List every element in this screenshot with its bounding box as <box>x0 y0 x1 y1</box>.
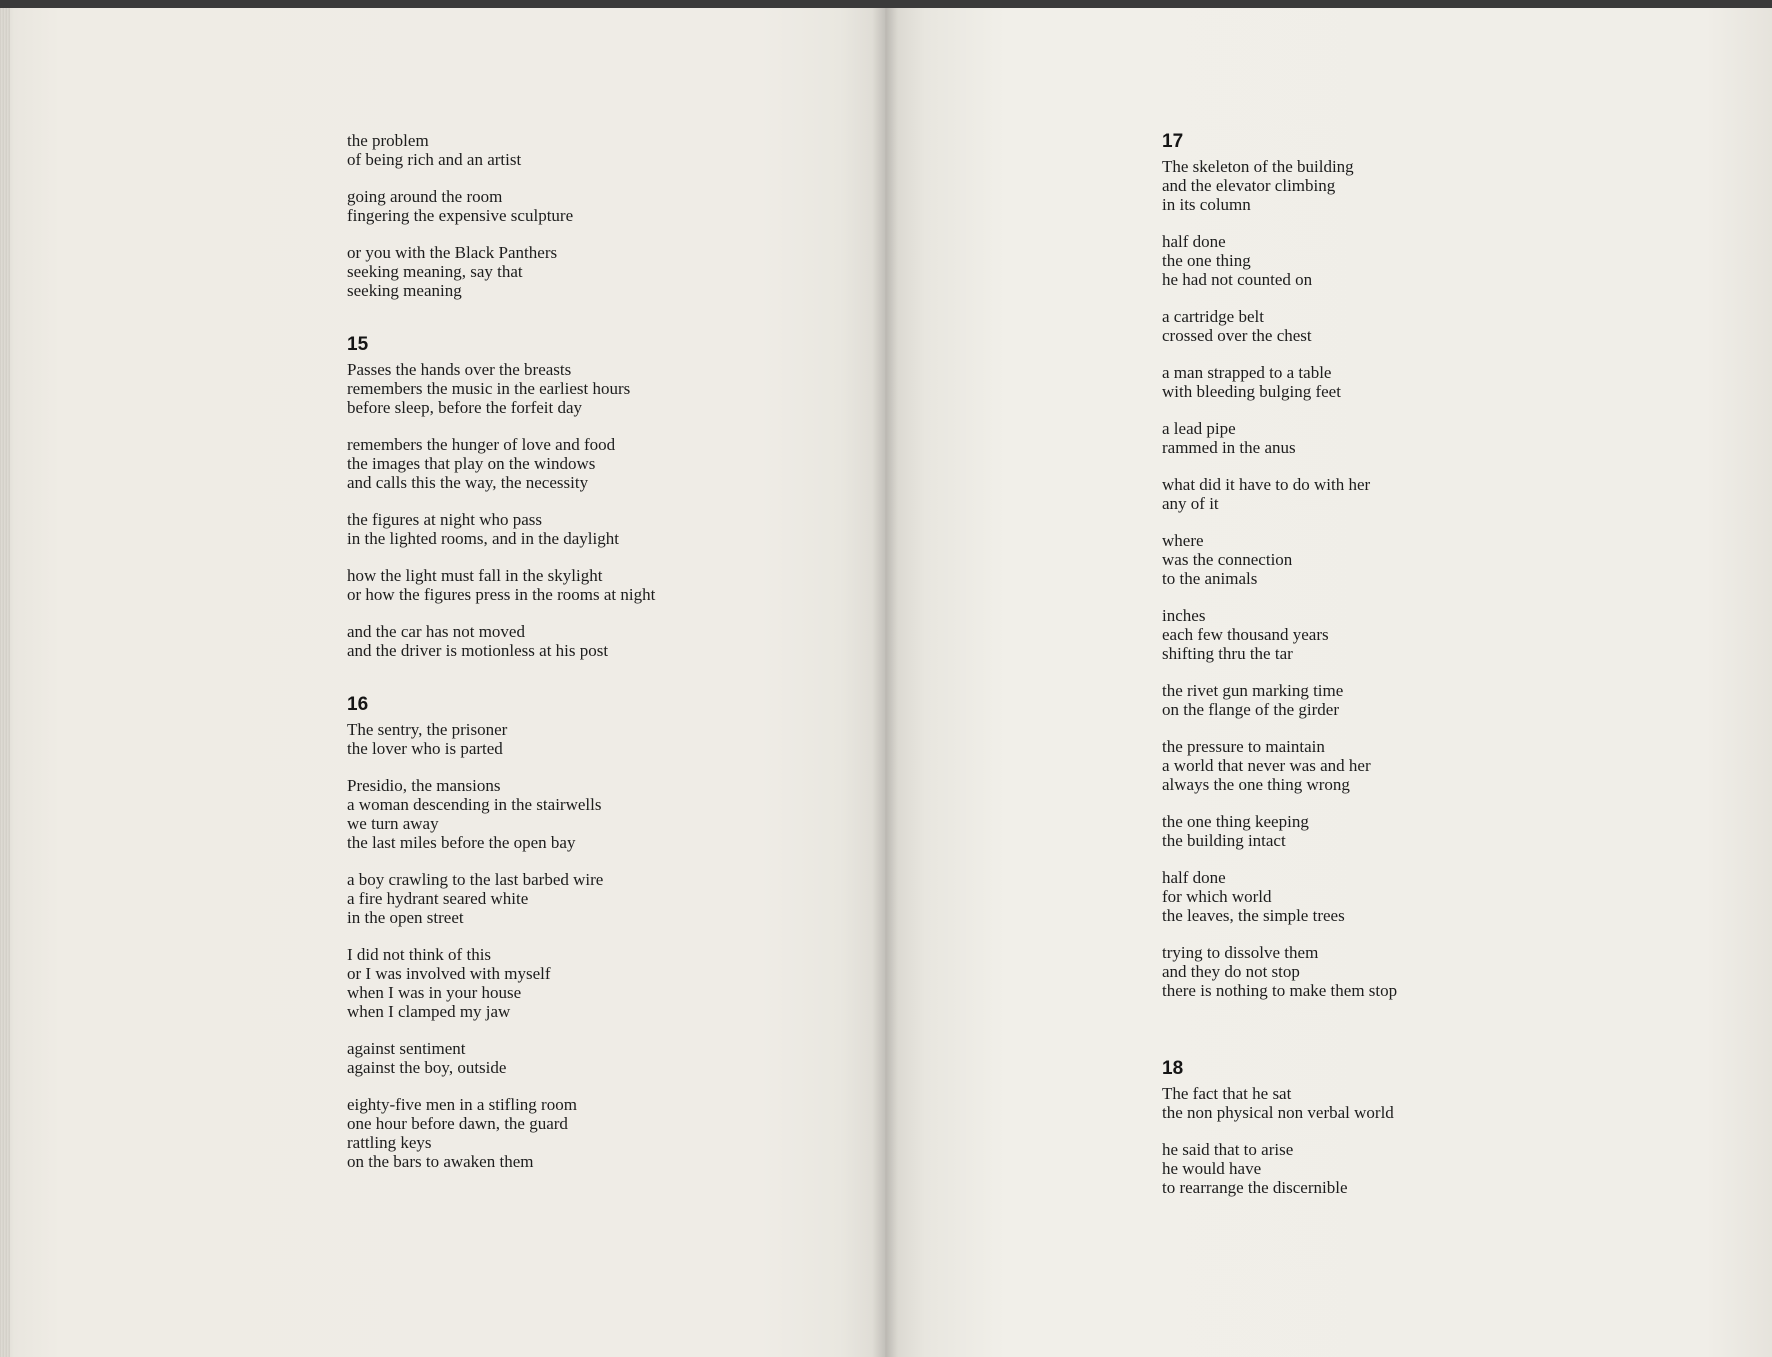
poem-section <box>1162 131 1582 1000</box>
poem-line: a cartridge belt <box>1162 307 1264 326</box>
poem-line: in its column <box>1162 195 1251 214</box>
poem-line: fingering the expensive sculpture <box>347 206 574 225</box>
poem-line: he had not counted on <box>1162 270 1313 289</box>
section-number: 18 <box>1162 1058 1184 1079</box>
poem-line: before sleep, before the forfeit day <box>347 398 583 417</box>
stanza <box>1162 606 1582 663</box>
poem-line: on the bars to awaken them <box>347 1152 534 1171</box>
poem-line: a man strapped to a table <box>1162 363 1332 382</box>
section-number: 16 <box>347 694 369 715</box>
stanza <box>347 1095 767 1171</box>
stanza <box>347 720 767 758</box>
poem-line: the problem <box>347 131 429 150</box>
stanza <box>347 360 767 417</box>
stanza <box>1162 943 1582 1000</box>
stanza <box>347 243 767 300</box>
stanza <box>1162 363 1582 401</box>
poem-line: the rivet gun marking time <box>1162 681 1344 700</box>
poem-line: in the lighted rooms, and in the daylight <box>347 529 619 548</box>
poem-line: a lead pipe <box>1162 419 1236 438</box>
section-number: 17 <box>1162 131 1184 152</box>
poem-line: with bleeding bulging feet <box>1162 382 1341 401</box>
poem-line: The skeleton of the building <box>1162 157 1354 176</box>
stanza <box>1162 681 1582 719</box>
poem-line: I did not think of this <box>347 945 492 964</box>
stanza <box>1162 868 1582 925</box>
stanza <box>1162 232 1582 289</box>
poem-line: for which world <box>1162 887 1272 906</box>
stanza <box>347 435 767 492</box>
poem-line: a fire hydrant seared white <box>347 889 529 908</box>
poem-line: the one thing <box>1162 251 1251 270</box>
stanza <box>347 187 767 225</box>
poem-line: the leaves, the simple trees <box>1162 906 1345 925</box>
poem-line: or you with the Black Panthers <box>347 243 558 262</box>
poem-line: each few thousand years <box>1162 625 1329 644</box>
stanza <box>1162 157 1582 214</box>
poem-line: and the driver is motionless at his post <box>347 641 609 660</box>
poem-line: always the one thing wrong <box>1162 775 1350 794</box>
poem-line: when I was in your house <box>347 983 522 1002</box>
right-poem-column <box>1162 131 1582 1231</box>
poem-line: any of it <box>1162 494 1219 513</box>
poem-line: a woman descending in the stairwells <box>347 795 602 814</box>
poem-line: one hour before dawn, the guard <box>347 1114 568 1133</box>
poem-line: half done <box>1162 232 1226 251</box>
poem-line: a world that never was and her <box>1162 756 1371 775</box>
stanza <box>347 131 767 169</box>
poem-line: and calls this the way, the necessity <box>347 473 589 492</box>
poem-line: shifting thru the tar <box>1162 644 1293 663</box>
stanza <box>1162 307 1582 345</box>
poem-section <box>347 694 767 1171</box>
poem-line: half done <box>1162 868 1226 887</box>
poem-line: Passes the hands over the breasts <box>347 360 572 379</box>
stanza <box>1162 1140 1582 1197</box>
poem-line: Presidio, the mansions <box>347 776 501 795</box>
stanza <box>347 622 767 660</box>
poem-line: seeking meaning, say that <box>347 262 523 281</box>
poem-line: remembers the music in the earliest hours <box>347 379 631 398</box>
poem-line: and the car has not moved <box>347 622 525 641</box>
poem-line: the pressure to maintain <box>1162 737 1325 756</box>
stanza <box>347 510 767 548</box>
poem-line: the last miles before the open bay <box>347 833 576 852</box>
poem-line: he said that to arise <box>1162 1140 1294 1159</box>
stanza <box>347 1039 767 1077</box>
poem-line: he would have <box>1162 1159 1262 1178</box>
stanza <box>1162 737 1582 794</box>
poem-line: seeking meaning <box>347 281 462 300</box>
poem-line: a boy crawling to the last barbed wire <box>347 870 604 889</box>
book-gutter <box>872 8 898 1357</box>
poem-line: or I was involved with myself <box>347 964 551 983</box>
poem-section <box>347 334 767 660</box>
stanza <box>1162 475 1582 513</box>
poem-line: the one thing keeping <box>1162 812 1309 831</box>
poem-line: going around the room <box>347 187 503 206</box>
stanza <box>1162 419 1582 457</box>
poem-line: rammed in the anus <box>1162 438 1296 457</box>
poem-line: the images that play on the windows <box>347 454 596 473</box>
poem-line: to the animals <box>1162 569 1258 588</box>
stanza <box>347 870 767 927</box>
section-number: 15 <box>347 334 369 355</box>
poem-line: where <box>1162 531 1204 550</box>
poem-line: rattling keys <box>347 1133 432 1152</box>
poem-line: The sentry, the prisoner <box>347 720 508 739</box>
left-poem-column <box>347 131 767 1205</box>
poem-line: crossed over the chest <box>1162 326 1312 345</box>
poem-line: when I clamped my jaw <box>347 1002 511 1021</box>
poem-line: what did it have to do with her <box>1162 475 1371 494</box>
poem-line: trying to dissolve them <box>1162 943 1319 962</box>
poem-line: against the boy, outside <box>347 1058 507 1077</box>
poem-line: against sentiment <box>347 1039 466 1058</box>
poem-line: and they do not stop <box>1162 962 1300 981</box>
poem-line: the lover who is parted <box>347 739 503 758</box>
poem-line: in the open street <box>347 908 464 927</box>
stanza <box>1162 1084 1582 1122</box>
poem-line: the building intact <box>1162 831 1286 850</box>
poem-line: there is nothing to make them stop <box>1162 981 1398 1000</box>
poem-line: and the elevator climbing <box>1162 176 1336 195</box>
poem-section <box>1162 1058 1582 1197</box>
stanza <box>1162 812 1582 850</box>
poem-line: to rearrange the discernible <box>1162 1178 1348 1197</box>
poem-line: was the connection <box>1162 550 1293 569</box>
poem-line: how the light must fall in the skylight <box>347 566 603 585</box>
poem-line: inches <box>1162 606 1206 625</box>
poem-line: eighty-five men in a stifling room <box>347 1095 577 1114</box>
page-edges <box>0 8 10 1357</box>
poem-section <box>347 131 767 300</box>
poem-line: on the flange of the girder <box>1162 700 1340 719</box>
stanza <box>347 776 767 852</box>
poem-line: the figures at night who pass <box>347 510 542 529</box>
poem-line: The fact that he sat <box>1162 1084 1292 1103</box>
stanza <box>347 566 767 604</box>
poem-line: or how the figures press in the rooms at night <box>347 585 656 604</box>
poem-line: remembers the hunger of love and food <box>347 435 616 454</box>
poem-line: of being rich and an artist <box>347 150 522 169</box>
poem-line: the non physical non verbal world <box>1162 1103 1394 1122</box>
stanza <box>1162 531 1582 588</box>
poem-line: we turn away <box>347 814 439 833</box>
stanza <box>347 945 767 1021</box>
